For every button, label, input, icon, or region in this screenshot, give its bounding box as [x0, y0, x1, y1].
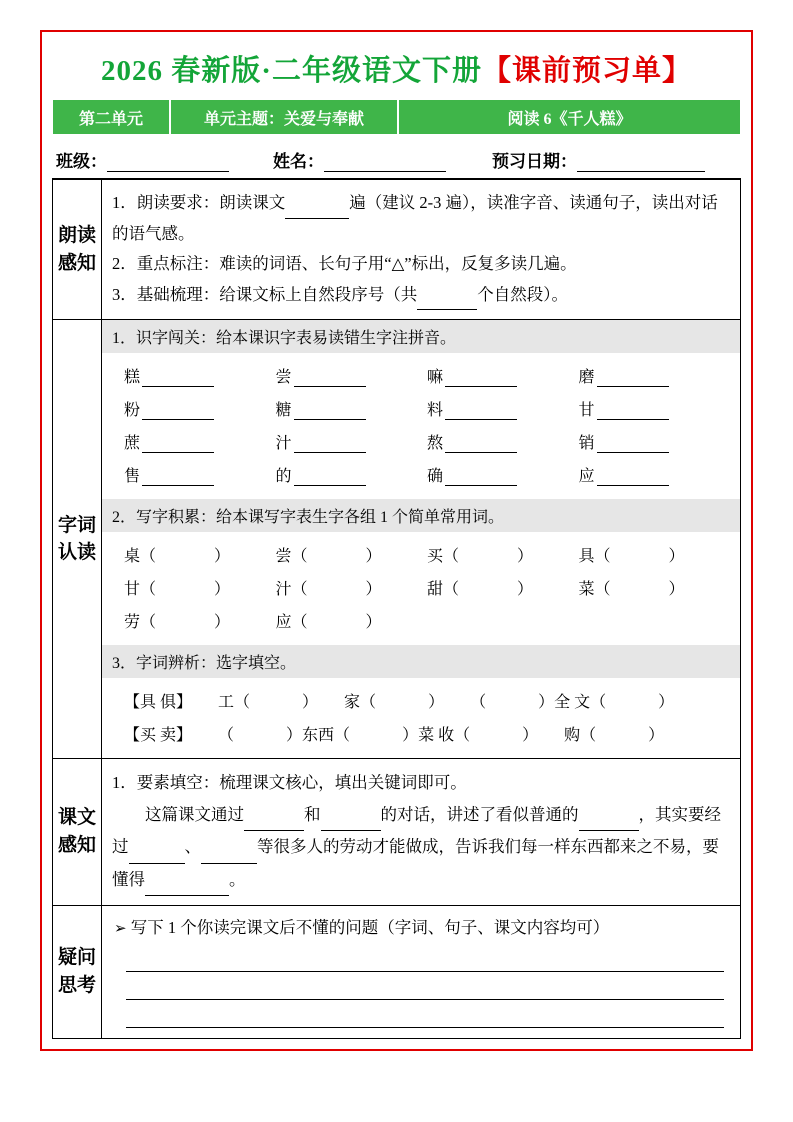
pinyin-cell[interactable]	[579, 458, 731, 491]
pinyin-blank[interactable]	[294, 404, 366, 420]
write-paren[interactable]: （ ）	[291, 614, 382, 632]
reading-blank-paragraphs[interactable]	[417, 294, 477, 310]
class-field[interactable]	[56, 147, 229, 172]
write-cell[interactable]	[579, 571, 731, 604]
write-cell[interactable]	[276, 571, 428, 604]
pinyin-cell[interactable]	[427, 458, 579, 491]
pinyin-blank[interactable]	[294, 437, 366, 453]
reading-body	[102, 180, 740, 319]
reading-item-2	[112, 249, 730, 280]
row-label-reading: 朗读感知	[53, 180, 102, 320]
student-info-row	[52, 139, 741, 179]
pinyin-blank[interactable]	[142, 404, 214, 420]
pinyin-char: 汁	[275, 435, 292, 453]
table-row	[53, 759, 741, 906]
pinyin-char: 尝	[275, 369, 292, 387]
pinyin-blank[interactable]	[142, 437, 214, 453]
arrow-icon: ➢	[114, 920, 127, 937]
write-char: 尝	[275, 548, 292, 566]
row-label-words: 字词认读	[53, 320, 102, 759]
worksheet-table	[52, 179, 741, 1039]
pinyin-cell[interactable]	[276, 425, 428, 458]
date-field[interactable]	[492, 147, 705, 172]
fill-part: 等很多人的劳动才能做成，告诉我们每一样东西都来之不易，要懂得	[112, 837, 719, 889]
pinyin-cell[interactable]	[579, 425, 731, 458]
pinyin-grid	[124, 359, 730, 491]
pinyin-char: 熬	[427, 435, 444, 453]
reading-item-2-text: 2．重点标注：难读的词语、长句子用“△”标出，反复多读几遍。	[112, 254, 577, 274]
date-blank[interactable]	[577, 155, 705, 172]
write-char: 具	[578, 548, 595, 566]
table-row	[53, 320, 741, 759]
pinyin-cell[interactable]	[124, 425, 276, 458]
row-content-words	[102, 320, 741, 759]
fill-part: 的对话，讲述了看似普通的	[380, 805, 579, 825]
row-content-comprehension	[102, 759, 741, 906]
pinyin-blank[interactable]	[445, 437, 517, 453]
write-cell[interactable]	[124, 538, 276, 571]
pinyin-blank[interactable]	[142, 371, 214, 387]
words-subhead-2: 2．写字积累：给本课写字表生字各组 1 个简单常用词。	[102, 499, 740, 532]
row-label-question: 疑问思考	[53, 905, 102, 1038]
choice-item: （	[218, 727, 235, 745]
row-label-comprehension: 课文感知	[53, 759, 102, 906]
class-blank[interactable]	[107, 155, 229, 172]
pinyin-blank[interactable]	[597, 404, 669, 420]
fill-part: 。	[229, 869, 246, 889]
question-prompt: 写下 1 个你读完课文后不懂的问题（字词、句子、课文内容均可）	[130, 917, 610, 937]
pinyin-blank[interactable]	[445, 404, 517, 420]
write-paren[interactable]: （ ）	[443, 548, 534, 566]
pinyin-char: 嘛	[427, 369, 444, 387]
row-content-question	[102, 905, 741, 1038]
choice-item: 工（	[218, 694, 251, 712]
write-paren[interactable]: （ ）	[291, 548, 382, 566]
fill-blank[interactable]	[145, 880, 229, 896]
answer-line[interactable]	[126, 972, 724, 1000]
fill-part: 和	[304, 805, 321, 825]
choice-group: 【买 卖】	[124, 727, 193, 745]
reading-item-3-post: 个自然段）。	[477, 284, 568, 304]
write-paren[interactable]: （ ）	[594, 548, 685, 566]
write-cell[interactable]	[124, 604, 276, 637]
name-field[interactable]	[273, 147, 446, 172]
fill-part: 这篇课文通过	[145, 805, 244, 825]
write-char: 应	[275, 614, 292, 632]
reading-item-1-post: 遍（建议 2-3 遍），读准字音、读通句子，读出对话的语气感。	[112, 193, 718, 243]
pinyin-blank[interactable]	[142, 470, 214, 486]
words-subhead-1: 1．识字闯关：给本课识字表易读错生字注拼音。	[102, 320, 740, 353]
title-green: 2026 春新版·二年级语文下册	[101, 55, 482, 87]
pinyin-blank[interactable]	[294, 371, 366, 387]
pinyin-char: 销	[578, 435, 595, 453]
choice-item: 购（	[564, 727, 597, 745]
pinyin-char: 料	[427, 402, 444, 420]
pinyin-cell[interactable]	[276, 359, 428, 392]
pinyin-char: 蔗	[124, 435, 141, 453]
row-content-reading	[102, 180, 741, 320]
choice-item: 菜 收（	[418, 727, 471, 745]
pinyin-blank[interactable]	[445, 470, 517, 486]
write-char: 甜	[427, 581, 444, 599]
answer-line[interactable]	[126, 944, 724, 972]
comprehension-body	[102, 759, 740, 905]
choice-group: 【具 俱】	[124, 694, 193, 712]
reading-item-1-pre: 1．朗读要求：朗读课文	[112, 193, 286, 212]
reading-item-3	[112, 280, 730, 311]
band-unit: 第二单元	[53, 100, 171, 134]
words-write-block	[102, 532, 740, 645]
write-paren[interactable]: （ ）	[140, 614, 231, 632]
choice-item: （	[470, 694, 487, 712]
write-cell[interactable]	[276, 604, 428, 637]
pinyin-cell[interactable]	[276, 458, 428, 491]
fill-blank[interactable]	[129, 848, 185, 864]
write-cell[interactable]	[427, 538, 579, 571]
fill-blank[interactable]	[244, 815, 304, 831]
pinyin-cell[interactable]	[124, 359, 276, 392]
pinyin-blank[interactable]	[597, 371, 669, 387]
write-paren[interactable]: （ ）	[594, 581, 685, 599]
date-label: 预习日期：	[492, 152, 577, 171]
unit-band	[52, 99, 741, 135]
choice-row[interactable]: 【具 俱】 工（ ） 家（ ） （ ）全 文（ ）	[124, 694, 675, 712]
table-row	[53, 905, 741, 1038]
question-prompt-row	[114, 914, 730, 938]
pinyin-cell[interactable]	[124, 458, 276, 491]
reading-blank-times[interactable]	[285, 203, 349, 219]
pinyin-cell[interactable]	[579, 359, 731, 392]
pinyin-char: 磨	[578, 369, 595, 387]
fill-part: 、	[184, 837, 201, 857]
pinyin-cell[interactable]	[276, 392, 428, 425]
pinyin-char: 粉	[124, 402, 141, 420]
pinyin-blank[interactable]	[597, 437, 669, 453]
question-body	[102, 906, 740, 1038]
choice-item: 全 文（	[554, 694, 607, 712]
pinyin-char: 的	[275, 468, 292, 486]
pinyin-char: 糖	[275, 402, 292, 420]
pinyin-cell[interactable]	[427, 392, 579, 425]
class-label: 班级：	[56, 152, 107, 171]
write-char: 劳	[124, 614, 141, 632]
words-choice-block	[102, 678, 740, 758]
write-cell[interactable]	[124, 571, 276, 604]
band-theme: 单元主题：关爱与奉献	[171, 100, 399, 134]
fill-blank[interactable]	[579, 815, 639, 831]
write-char: 甘	[124, 581, 141, 599]
write-cell[interactable]	[427, 571, 579, 604]
pinyin-cell[interactable]	[427, 359, 579, 392]
page-title	[52, 40, 741, 99]
name-blank[interactable]	[324, 155, 446, 172]
pinyin-char: 甘	[578, 402, 595, 420]
pinyin-blank[interactable]	[445, 371, 517, 387]
pinyin-char: 确	[427, 468, 444, 486]
pinyin-char: 售	[124, 468, 141, 486]
fill-blank[interactable]	[321, 815, 381, 831]
answer-line[interactable]	[126, 1000, 724, 1028]
pinyin-cell[interactable]	[579, 392, 731, 425]
write-char: 汁	[275, 581, 292, 599]
write-paren[interactable]: （ ）	[140, 548, 231, 566]
comprehension-heading: 1．要素填空：梳理课文核心，填出关键词即可。	[112, 773, 467, 793]
words-subhead-3: 3．字词辨析：选字填空。	[102, 645, 740, 678]
reading-item-3-pre: 3．基础梳理：给课文标上自然段序号（共	[112, 284, 418, 304]
write-char: 桌	[124, 548, 141, 566]
choice-item: 家（	[344, 694, 377, 712]
write-char: 买	[427, 548, 444, 566]
write-cell[interactable]	[276, 538, 428, 571]
write-paren[interactable]: （ ）	[291, 581, 382, 599]
reading-item-1	[112, 188, 730, 249]
pinyin-char: 应	[578, 468, 595, 486]
write-grid	[124, 538, 730, 637]
band-lesson: 阅读 6《千人糕》	[399, 100, 740, 134]
choice-item: 东西（	[302, 727, 351, 745]
table-row	[53, 180, 741, 320]
pinyin-cell[interactable]	[427, 425, 579, 458]
comprehension-fill-text[interactable]	[112, 799, 730, 896]
title-red: 【课前预习单】	[481, 55, 692, 87]
name-label: 姓名：	[273, 152, 324, 171]
pinyin-blank[interactable]	[597, 470, 669, 486]
worksheet-sheet	[40, 30, 753, 1051]
write-cell[interactable]	[579, 538, 731, 571]
fill-blank[interactable]	[201, 848, 257, 864]
pinyin-char: 糕	[124, 369, 141, 387]
pinyin-cell[interactable]	[124, 392, 276, 425]
fill-part: ，其实要经过	[112, 805, 721, 857]
write-char: 菜	[578, 581, 595, 599]
words-pinyin-block	[102, 353, 740, 499]
write-paren[interactable]: （ ）	[443, 581, 534, 599]
write-paren[interactable]: （ ）	[140, 581, 231, 599]
choice-row[interactable]: 【买 卖】 （ ）东西（ ）菜 收（ ） 购（ ）	[124, 727, 665, 745]
pinyin-blank[interactable]	[294, 470, 366, 486]
